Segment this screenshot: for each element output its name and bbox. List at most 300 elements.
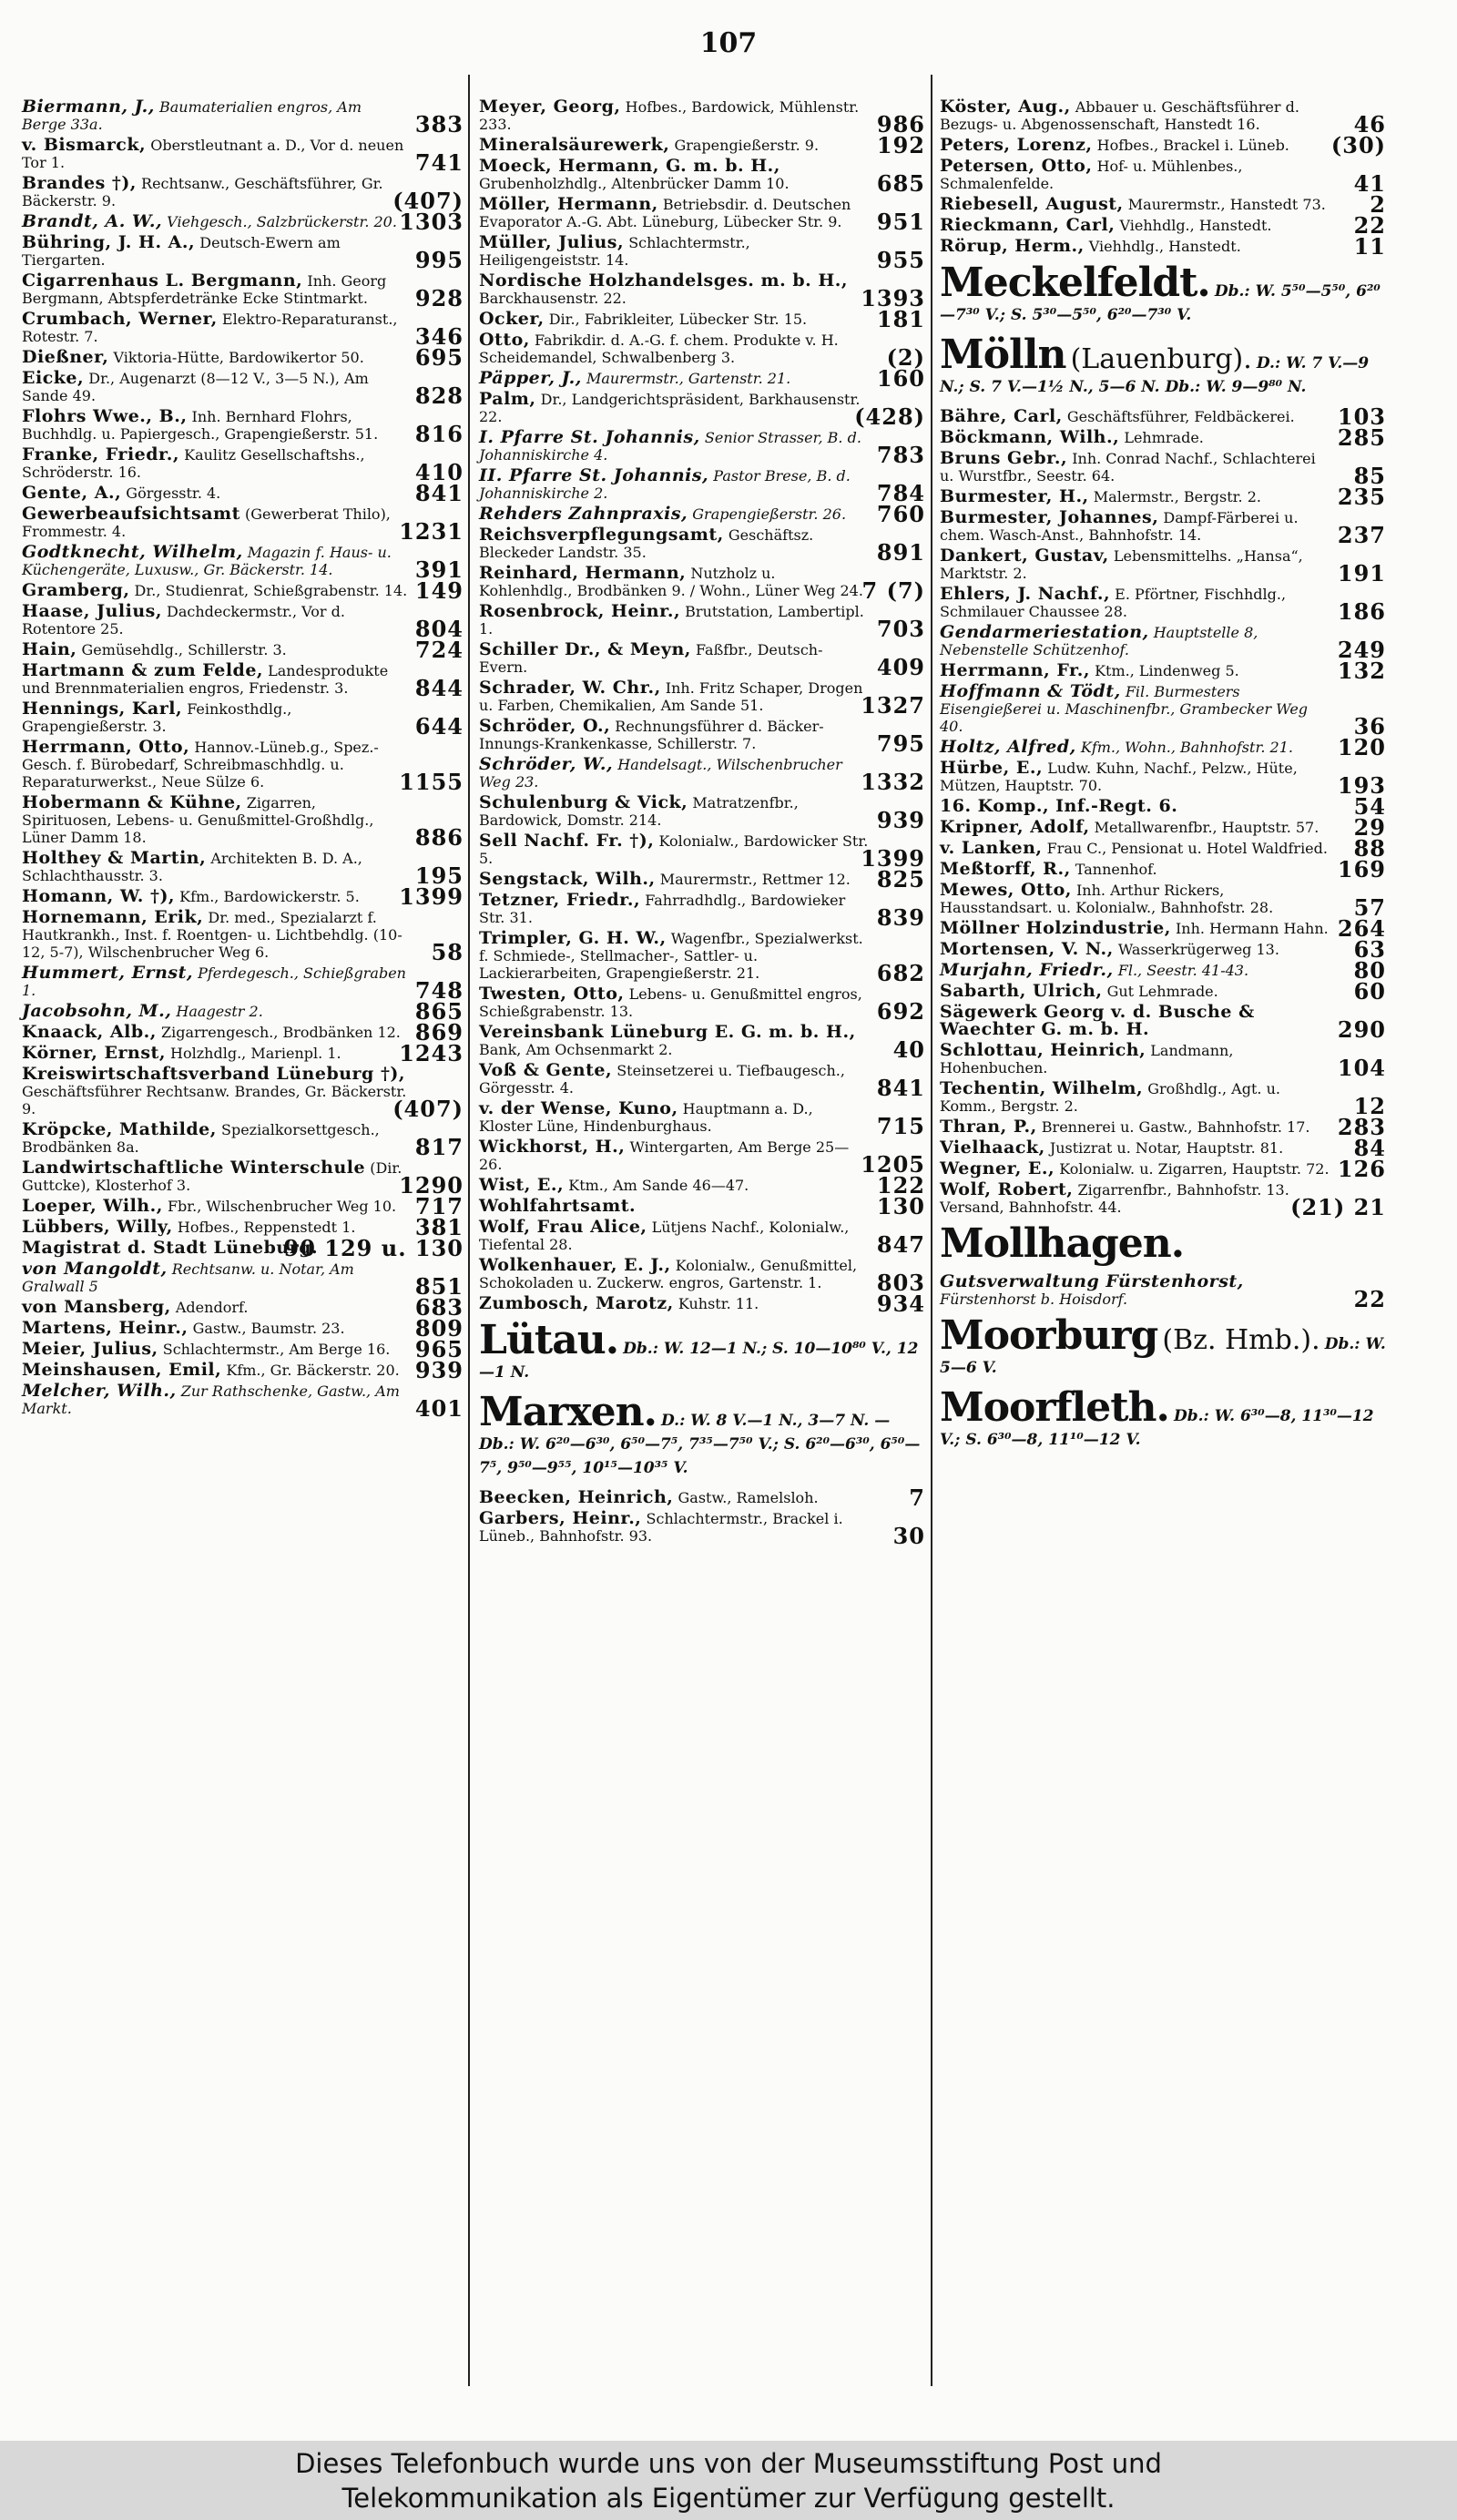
entry-name: Schröder, W., <box>479 754 614 774</box>
entry-name: Sägewerk Georg v. d. Busche & Waechter G. m. b. H. <box>940 1002 1255 1039</box>
entry-phone-number: 58 <box>431 939 464 965</box>
section-hours: Db.: W. 12—1 N.; S. 10—10⁸⁰ V., 12—1 N. <box>479 1340 919 1382</box>
entry-name: Bühring, J. H. A., <box>22 232 196 252</box>
entry-name: Gendarmeriestation, <box>940 622 1149 642</box>
directory-entry <box>22 1064 464 1122</box>
entry-description: Fabrikdir. d. A.-G. f. chem. Produkte v. H. Scheidemandel, Schwalbenberg 3. <box>479 332 839 366</box>
entry-description: Ktm., Lindenweg 5. <box>1095 662 1239 679</box>
entry-description: Inh. Georg Bergmann, Abtspferdetränke Ecke Stintmarkt. <box>22 272 387 307</box>
entry-description: Justizrat u. Notar, Hauptstr. 81. <box>1049 1139 1284 1157</box>
entry-description: Feinkosthdlg., Grapengießerstr. 3. <box>22 700 292 735</box>
entry-description: Landesprodukte und Brennmaterialien engros, Friedenstr. 3. <box>22 662 389 697</box>
directory-entry <box>22 577 464 604</box>
entry-name: Rehders Zahnpraxis, <box>479 504 688 524</box>
entry-phone-number: 951 <box>876 209 925 235</box>
entry-name: Moeck, Hermann, G. m. b. H., <box>479 156 780 176</box>
directory-entry <box>479 1172 925 1199</box>
directory-entry <box>22 1019 464 1046</box>
entry-phone-number: 1399 <box>399 883 464 910</box>
directory-entry <box>479 194 925 235</box>
entry-name: Godtknecht, Wilhelm, <box>22 542 243 562</box>
entry-phone-number: 30 <box>892 1523 925 1549</box>
entry-phone-number: 1327 <box>861 692 925 719</box>
directory-entry <box>940 622 1386 663</box>
entry-description: Gastw., Baumstr. 23. <box>192 1320 345 1337</box>
entry-description: Geschäftsz. Bleckeder Landstr. 35. <box>479 526 814 561</box>
entry-phone-number: 869 <box>414 1019 464 1046</box>
entry-phone-number: 1243 <box>399 1040 464 1066</box>
entry-name: Gramberg, <box>22 580 130 600</box>
entry-description: E. Pförtner, Fischhdlg., Schmilauer Chaussee 28. <box>940 586 1287 620</box>
entry-description: Kfm., Bardowickerstr. 5. <box>179 888 360 905</box>
section-hours: Db.: W. 6³⁰—8, 11³⁰—12 V.; S. 6³⁰—8, 11¹⁰—12 V. <box>940 1407 1374 1449</box>
entry-description: Ktm., Am Sande 46—47. <box>568 1177 749 1194</box>
directory-entry <box>22 1193 464 1219</box>
entry-description: Bank, Am Ochsenmarkt 2. <box>479 1041 673 1058</box>
section-heading <box>940 260 1386 327</box>
entry-phone-number: 682 <box>876 960 925 986</box>
directory-entry <box>479 639 925 680</box>
entry-name: Kröpcke, Mathilde, <box>22 1119 217 1139</box>
directory-entry <box>22 998 464 1025</box>
entry-name: Twesten, Otto, <box>479 984 625 1004</box>
directory-entry <box>940 758 1386 799</box>
entry-phone-number: 11 <box>1353 233 1386 260</box>
entry-phone-number: 249 <box>1337 637 1386 663</box>
entry-phone-number: 939 <box>414 1357 464 1383</box>
directory-entry <box>940 856 1386 883</box>
entry-name: Zumbosch, Marotz, <box>479 1293 674 1313</box>
entry-description: (Gewerberat Thilo), Frommestr. 4. <box>22 505 391 540</box>
entry-phone-number: 132 <box>1337 658 1386 684</box>
entry-name: Wolf, Robert, <box>940 1179 1074 1199</box>
entry-phone-number: 748 <box>414 977 464 1004</box>
entry-name: Gente, A., <box>22 483 122 503</box>
section-place-name: Mölln <box>940 332 1066 378</box>
directory-entry <box>22 883 464 910</box>
entry-phone-number: 22 <box>1353 212 1386 239</box>
entry-phone-number: (30) <box>1330 132 1386 158</box>
directory-entry <box>479 1098 925 1139</box>
entry-name: Reichsverpflegungsamt, <box>479 525 724 545</box>
entry-name: Rieckmann, Carl, <box>940 215 1116 235</box>
entry-phone-number: 715 <box>876 1113 925 1139</box>
entry-phone-number: 928 <box>414 285 464 311</box>
directory-entry <box>479 792 925 833</box>
entry-description: Görgesstr. 4. <box>126 485 221 502</box>
entry-name: Mortensen, V. N., <box>940 939 1114 959</box>
entry-description: Lütjens Nachf., Kolonialw., Tiefental 28. <box>479 1219 850 1253</box>
section-heading <box>479 1389 925 1480</box>
directory-entry <box>940 233 1386 260</box>
entry-name: Peters, Lorenz, <box>940 135 1093 155</box>
entry-name: Hoffmann & Tödt, <box>940 681 1121 701</box>
entry-description: Viehhdlg., Hanstedt. <box>1088 238 1241 255</box>
entry-phone-number: 90 129 u. 130 <box>283 1235 464 1261</box>
entry-description: Kolonialw., Bardowicker Str. 5. <box>479 832 869 867</box>
entry-phone-number: 7 <box>909 1484 925 1511</box>
entry-name: Köster, Aug., <box>940 97 1071 117</box>
entry-description: Haagestr 2. <box>176 1003 263 1020</box>
directory-entry <box>479 1022 925 1063</box>
column-2 <box>479 98 925 1548</box>
entry-phone-number: 844 <box>414 675 464 701</box>
entry-phone-number: 1290 <box>399 1172 464 1199</box>
entry-phone-number: 383 <box>414 111 464 138</box>
entry-phone-number: 130 <box>876 1193 925 1219</box>
entry-name: Franke, Friedr., <box>22 444 180 464</box>
entry-description: Schlachtermstr., Am Berge 16. <box>162 1341 391 1358</box>
directory-entry <box>940 793 1386 820</box>
entry-name: Hobermann & Kühne, <box>22 792 242 812</box>
entry-description: Architekten B. D. A., Schlachthausstr. 3. <box>22 850 362 884</box>
entry-phone-number: 57 <box>1353 894 1386 921</box>
directory-entry <box>940 1078 1386 1119</box>
footer-line-2: Telekommunikation als Eigentümer zur Verfügung gestellt. <box>341 2483 1116 2514</box>
entry-name: Sabarth, Ulrich, <box>940 981 1103 1001</box>
entry-name: Wegner, E., <box>940 1158 1055 1178</box>
directory-entry <box>940 681 1386 740</box>
directory-entry <box>479 1217 925 1258</box>
entry-description: Senior Strasser, B. d. Johanniskirche 4. <box>479 429 861 464</box>
directory-entry <box>940 448 1386 489</box>
directory-entry <box>479 890 925 931</box>
entry-name: Martens, Heinr., <box>22 1318 188 1338</box>
directory-entry <box>479 1193 925 1219</box>
entry-phone-number: 695 <box>414 344 464 371</box>
section-place-name: Mollhagen. <box>940 1220 1185 1267</box>
entry-description: Hofbes., Bardowick, Mühlenstr. 233. <box>479 98 860 133</box>
entry-name: Petersen, Otto, <box>940 156 1093 176</box>
entry-name: Flohrs Wwe., B., <box>22 406 188 426</box>
entry-description: Nutzholz u. Kohlenhdlg., Brodbänken 9. / Wohn., Lüner Weg 24. <box>479 565 863 599</box>
directory-entry <box>22 792 464 851</box>
entry-phone-number: 85 <box>1353 463 1386 489</box>
entry-phone-number: 409 <box>876 654 925 680</box>
entry-phone-number: (2) <box>886 344 925 371</box>
entry-description: Inh. Conrad Nachf., Schlachterei u. Wurstfbr., Seestr. 64. <box>940 450 1316 485</box>
directory-entry <box>479 928 925 986</box>
entry-phone-number: 839 <box>876 904 925 931</box>
entry-description: Handelsagt., Wilschenbrucher Weg 23. <box>479 756 842 791</box>
directory-entry <box>22 1259 464 1300</box>
entry-phone-number: 865 <box>414 998 464 1025</box>
entry-description: Grubenholzhdlg., Altenbrücker Damm 10. <box>479 175 790 192</box>
entry-phone-number: 828 <box>414 383 464 409</box>
entry-name: Sell Nachf. Fr. †), <box>479 831 655 851</box>
entry-phone-number: 644 <box>414 713 464 740</box>
directory-entry <box>940 957 1386 984</box>
entry-description: Kfm., Gr. Bäckerstr. 20. <box>226 1362 400 1379</box>
directory-entry <box>22 660 464 701</box>
entry-name: Voß & Gente, <box>479 1060 613 1080</box>
entry-name: Biermann, J., <box>22 97 155 117</box>
directory-entry <box>940 1114 1386 1140</box>
entry-name: Riebesell, August, <box>940 194 1124 214</box>
entry-phone-number: 290 <box>1337 1016 1386 1043</box>
entry-description: Steinsetzerei u. Tiefbaugesch., Görgesstr. 4. <box>479 1062 845 1097</box>
entry-description: Dampf-Färberei u. chem. Wasch-Anst., Bahnhofstr. 14. <box>940 509 1299 544</box>
entry-phone-number: 22 <box>1353 1286 1386 1312</box>
directory-entry <box>940 484 1386 510</box>
entry-phone-number: 192 <box>876 132 925 158</box>
entry-phone-number: 120 <box>1337 734 1386 760</box>
section-hours: Db.: W. 5⁵⁰—5⁵⁰, 6²⁰—7³⁰ V.; S. 5³⁰—5⁵⁰, 6²⁰—7³⁰ V. <box>940 282 1381 324</box>
entry-description: Rechtsanw., Geschäftsführer, Gr. Bäckerstr. 9. <box>22 175 383 209</box>
directory-entry <box>479 97 925 138</box>
entry-name: Vielhaack, <box>940 1138 1045 1158</box>
directory-entry <box>479 563 925 604</box>
entry-description: Viehgesch., Salzbrückerstr. 20. <box>167 213 397 230</box>
entry-name: Ehlers, J. Nachf., <box>940 584 1111 604</box>
entry-description: Inh. Bernhard Flohrs, Buchhdlg. u. Papiergesch., Grapengießerstr. 51. <box>22 408 379 443</box>
entry-name: Wolf, Frau Alice, <box>479 1217 647 1237</box>
entry-name: Haase, Julius, <box>22 601 162 621</box>
entry-description: Hofbes., Reppenstedt 1. <box>177 1219 356 1236</box>
entry-name: Hürbe, E., <box>940 758 1044 778</box>
entry-description: Pastor Brese, B. d. Johanniskirche 2. <box>479 467 851 502</box>
directory-entry <box>940 1135 1386 1161</box>
entry-description: Dr. med., Spezialarzt f. Hautkrankh., Inst. f. Roentgen- u. Lichtbehdlg. (10-12, 5-7), Wilschenbrucher Weg 6. <box>22 909 402 961</box>
entry-name: von Mansberg, <box>22 1297 171 1317</box>
directory-entry <box>940 880 1386 921</box>
entry-description: Dr., Landgerichtspräsident, Barkhausenstr. 22. <box>479 391 861 425</box>
directory-entry <box>479 1291 925 1317</box>
entry-phone-number: 817 <box>414 1134 464 1160</box>
entry-description: Hauptstelle 8, Nebenstelle Schützenhof. <box>940 624 1258 658</box>
page-number: 107 <box>699 27 758 59</box>
directory-entry <box>479 232 925 273</box>
entry-name: Bähre, Carl, <box>940 406 1063 426</box>
entry-phone-number: 1205 <box>861 1151 925 1178</box>
entry-phone-number: 381 <box>414 1214 464 1240</box>
entry-name: Brandes †), <box>22 173 137 193</box>
directory-entry <box>940 835 1386 862</box>
entry-description: Inh. Hermann Hahn. <box>1175 920 1329 937</box>
entry-phone-number: 724 <box>414 637 464 663</box>
section-place-name: Moorfleth. <box>940 1384 1169 1431</box>
section-heading <box>940 1220 1386 1267</box>
entry-name: Melcher, Wilh., <box>22 1381 177 1401</box>
entry-name: Jacobsohn, M., <box>22 1001 172 1021</box>
entry-description: Geschäftsführer, Feldbäckerei. <box>1066 408 1295 425</box>
entry-name: Crumbach, Werner, <box>22 309 218 329</box>
entry-phone-number: 965 <box>414 1336 464 1362</box>
directory-entry <box>940 424 1386 451</box>
directory-entry <box>479 754 925 795</box>
directory-entry <box>22 368 464 409</box>
section-hours: Db.: W. 5—6 V. <box>940 1335 1386 1377</box>
entry-name: Gutsverwaltung Fürstenhorst, <box>940 1271 1244 1291</box>
directory-entry <box>479 427 925 468</box>
directory-entry <box>940 132 1386 158</box>
entry-phone-number: 1332 <box>861 769 925 795</box>
entry-phone-number: 934 <box>876 1291 925 1317</box>
entry-phone-number: 847 <box>876 1231 925 1258</box>
entry-name: Rosenbrock, Heinr., <box>479 601 681 621</box>
entry-description: Viehhdlg., Hanstedt. <box>1119 217 1272 234</box>
entry-name: Garbers, Heinr., <box>479 1508 642 1528</box>
entry-name: Böckmann, Wilh., <box>940 427 1120 447</box>
entry-name: 16. Komp., Inf.-Regt. 6. <box>940 796 1178 816</box>
directory-entry <box>479 831 925 872</box>
entry-description: Frau C., Pensionat u. Hotel Waldfried. <box>1046 840 1328 857</box>
entry-name: Hain, <box>22 639 77 659</box>
entry-name: Reinhard, Hermann, <box>479 563 687 583</box>
directory-entry <box>479 984 925 1025</box>
entry-phone-number: 122 <box>876 1172 925 1199</box>
entry-phone-number: 891 <box>876 539 925 566</box>
entry-phone-number: 103 <box>1337 403 1386 430</box>
entry-description: Gastw., Ramelsloh. <box>678 1489 819 1506</box>
entry-name: Meier, Julius, <box>22 1339 158 1359</box>
entry-phone-number: 181 <box>876 306 925 332</box>
entry-phone-number: 703 <box>876 616 925 642</box>
entry-description: Kfm., Wohn., Bahnhofstr. 21. <box>1080 739 1293 756</box>
entry-description: Gemüsehdlg., Schillerstr. 3. <box>81 641 287 658</box>
entry-description: Kolonialw. u. Zigarren, Hauptstr. 72. <box>1059 1160 1330 1178</box>
entry-name: Holtz, Alfred, <box>940 737 1076 757</box>
directory-entry <box>22 406 464 447</box>
entry-name: Meinshausen, Emil, <box>22 1360 222 1380</box>
entry-description: Fl., Seestr. 41-43. <box>1117 962 1249 979</box>
column-divider <box>468 75 470 2386</box>
entry-name: Otto, <box>479 330 530 350</box>
entry-phone-number: 46 <box>1353 111 1386 138</box>
directory-entry <box>22 699 464 740</box>
directory-entry <box>22 270 464 311</box>
entry-name: II. Pfarre St. Johannis, <box>479 465 709 485</box>
entry-phone-number: 803 <box>876 1270 925 1296</box>
entry-phone-number: (407) <box>392 1096 464 1122</box>
entry-description: Barckhausenstr. 22. <box>479 290 627 307</box>
entry-phone-number: 285 <box>1337 424 1386 451</box>
directory-entry <box>479 678 925 719</box>
directory-entry <box>479 1255 925 1296</box>
directory-entry <box>940 191 1386 218</box>
section-heading <box>940 332 1386 399</box>
entry-description: Hofbes., Brackel i. Lüneb. <box>1096 137 1289 154</box>
entry-name: Wohlfahrtsamt. <box>479 1196 637 1216</box>
entry-phone-number: (407) <box>392 188 464 214</box>
section-place-name: Moorburg <box>940 1312 1158 1359</box>
entry-name: Dießner, <box>22 347 109 367</box>
entry-description: Inh. Arthur Rickers, Hausstandsart. u. Kolonialw., Bahnhofstr. 28. <box>940 882 1274 916</box>
directory-entry <box>940 1040 1386 1081</box>
entry-description: Fil. Burmesters Eisengießerei u. Maschinenfbr., Grambecker Weg 40. <box>940 683 1309 735</box>
entry-name: Schulenburg & Vick, <box>479 792 688 812</box>
entry-description: Zigarren, Spirituosen, Lebens- u. Genußmittel-Großhdlg., Lüner Damm 18. <box>22 794 374 846</box>
entry-description: Grapengießerstr. 26. <box>692 505 847 523</box>
entry-phone-number: 1399 <box>861 845 925 872</box>
entry-description: Fbr., Wilschenbrucher Weg 10. <box>167 1198 397 1215</box>
entry-name: Bruns Gebr., <box>940 448 1068 468</box>
directory-entry <box>22 344 464 371</box>
entry-description: Matratzenfbr., Bardowick, Domstr. 214. <box>479 794 799 829</box>
entry-description: Inh. Fritz Schaper, Drogen u. Farben, Chemikalien, Am Sande 51. <box>479 679 863 714</box>
entry-description: Dachdeckermstr., Vor d. Rotentore 25. <box>22 603 345 638</box>
entry-phone-number: 186 <box>1337 598 1386 625</box>
directory-entry <box>479 501 925 527</box>
entry-phone-number: 195 <box>414 862 464 889</box>
directory-entry <box>22 173 464 214</box>
directory-entry <box>22 637 464 663</box>
entry-phone-number: 60 <box>1353 978 1386 1005</box>
entry-name: Rörup, Herm., <box>940 236 1085 256</box>
entry-description: Dr., Augenarzt (8—12 V., 3—5 N.), Am Sande 49. <box>22 370 369 404</box>
entry-name: Magistrat d. Stadt Lüneburg. <box>22 1238 319 1258</box>
entry-name: Burmester, Johannes, <box>940 507 1159 527</box>
directory-entry <box>940 1271 1386 1312</box>
directory-entry <box>22 1315 464 1342</box>
entry-phone-number: 149 <box>414 577 464 604</box>
entry-phone-number: 29 <box>1353 814 1386 841</box>
entry-phone-number: 41 <box>1353 170 1386 197</box>
section-place-name: Marxen. <box>479 1389 657 1435</box>
entry-name: Wolkenhauer, E. J., <box>479 1255 671 1275</box>
entry-description: Malermstr., Bergstr. 2. <box>1093 488 1261 505</box>
directory-entry <box>940 97 1386 138</box>
entry-description: Zigarrenfbr., Bahnhofstr. 13. Versand, Bahnhofstr. 44. <box>940 1181 1289 1216</box>
entry-description: Faßfbr., Deutsch-Evern. <box>479 641 823 676</box>
entry-name: Kreiswirtschaftsverband Lüneburg †), <box>22 1064 405 1084</box>
entry-description: Lebens- u. Genußmittel engros, Schießgrabenstr. 13. <box>479 985 862 1020</box>
entry-phone-number: 1393 <box>861 285 925 311</box>
entry-phone-number: 717 <box>414 1193 464 1219</box>
entry-description: Kuhstr. 11. <box>678 1295 759 1312</box>
entry-phone-number: 841 <box>876 1075 925 1101</box>
section-place-suffix: (Bz. Hmb.). <box>1162 1324 1320 1356</box>
entry-description: Zur Rathschenke, Gastw., Am Markt. <box>22 1382 400 1417</box>
entry-name: Meßtorff, R., <box>940 859 1071 879</box>
entry-name: Sengstack, Wilh., <box>479 869 656 889</box>
entry-description: Lebensmittelhs. „Hansa“, Marktstr. 2. <box>940 547 1303 582</box>
entry-name: Wist, E., <box>479 1175 565 1195</box>
entry-phone-number: 741 <box>414 149 464 176</box>
entry-description: Spezialkorsettgesch., Brodbänken 8a. <box>22 1121 380 1156</box>
entry-phone-number: 760 <box>876 501 925 527</box>
entry-phone-number: 683 <box>414 1294 464 1321</box>
directory-entry <box>22 209 464 235</box>
entry-name: Herrmann, Fr., <box>940 660 1090 680</box>
entry-description: Elektro-Reparaturanst., Rotestr. 7. <box>22 311 398 345</box>
column-divider <box>931 75 932 2386</box>
entry-phone-number: 104 <box>1337 1055 1386 1081</box>
entry-description: Magazin f. Haus- u. Küchengeräte, Luxusw., Gr. Bäckerstr. 14. <box>22 544 392 578</box>
directory-entry <box>479 525 925 566</box>
footer-notice <box>0 2441 1457 2520</box>
entry-name: Tetzner, Friedr., <box>479 890 641 910</box>
directory-entry <box>22 1294 464 1321</box>
entry-phone-number: 126 <box>1337 1156 1386 1182</box>
entry-name: Knaack, Alb., <box>22 1022 157 1042</box>
directory-entry <box>479 270 925 311</box>
entry-phone-number: 88 <box>1353 835 1386 862</box>
entry-phone-number: 40 <box>892 1036 925 1063</box>
entry-phone-number: 809 <box>414 1315 464 1342</box>
entry-phone-number: 410 <box>414 459 464 485</box>
directory-entry <box>940 1179 1386 1220</box>
entry-name: Vereinsbank Lüneburg E. G. m. b. H., <box>479 1022 856 1042</box>
directory-entry <box>22 907 464 965</box>
entry-phone-number: 80 <box>1353 957 1386 984</box>
entry-phone-number: 401 <box>414 1395 464 1422</box>
directory-entry <box>940 584 1386 625</box>
directory-entry <box>22 1235 464 1261</box>
directory-entry <box>940 936 1386 963</box>
directory-entry <box>479 465 925 506</box>
entry-name: v. Bismarck, <box>22 135 147 155</box>
